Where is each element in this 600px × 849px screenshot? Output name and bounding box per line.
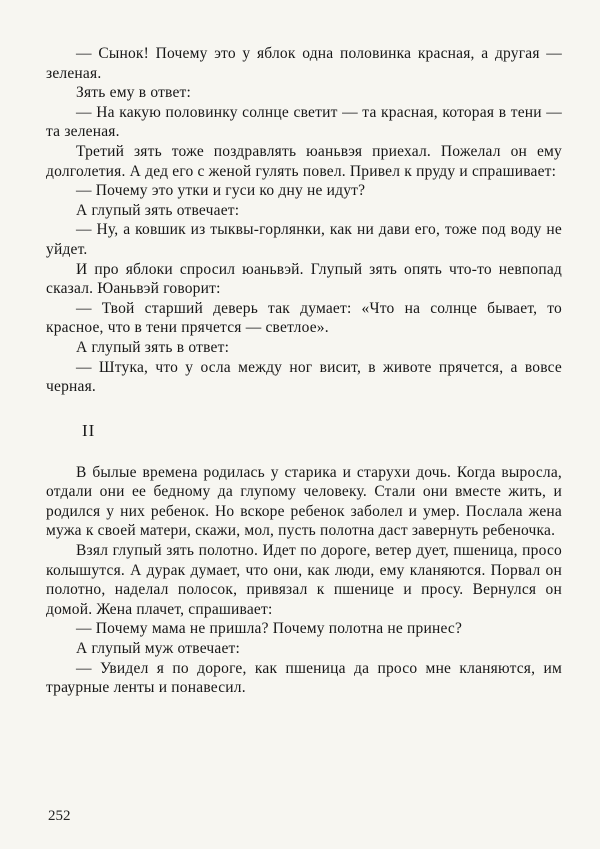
paragraph: — Увидел я по дороге, как пшеница да просо мне кланяются, им траурные ленты и понавесил.	[46, 659, 562, 697]
paragraph: А глупый зять в ответ:	[76, 338, 230, 356]
paragraph: — Штука, что у осла между ног висит, в животе прячется, а вовсе черная.	[46, 358, 562, 396]
paragraph: Зять ему в ответ:	[76, 84, 192, 102]
paragraph: — Твой старший деверь так думает: «Что на солнце бывает, то красное, что в тени прячется — светлое».	[46, 299, 562, 337]
paragraph: — Почему мама не пришла? Почему полотна не принес?	[76, 620, 463, 638]
paragraph: И про яблоки спросил юаньвэй. Глупый зять опять что-то невпопад сказал. Юаньвэй говорит:	[46, 260, 562, 298]
paragraph: — Почему это утки и гуси ко дну не идут?	[76, 182, 366, 200]
paragraph: А глупый муж отвечает:	[76, 640, 241, 658]
paragraph: — Сынок! Почему это у яблок одна половинка красная, а другая — зеленая.	[46, 45, 562, 82]
paragraph: — На какую половинку солнце светит — та красная, которая в тени — та зеленая.	[46, 103, 562, 141]
paragraph: В былые времена родилась у старика и старухи дочь. Когда выросла, отдали они ее бедному да глупому человеку. Стали они вместе жить, и родился у них ребенок. Но вскоре ребенок заболел и умер. Послала жена мужа к своей матери, скажи, мол, пусть полотна даст завернуть ребеночка.	[46, 463, 562, 540]
paragraph: — Ну, а ковшик из тыквы-горлянки, как ни дави его, тоже под воду не уйдет.	[46, 221, 562, 258]
section-heading: II	[82, 420, 96, 440]
paragraph: Взял глупый зять полотно. Идет по дороге, ветер дует, пшеница, просо колышутся. А дурак думает, что они, как люди, ему кланяются. Порвал он полотно, наделал полосок, привязал к пшенице и просу. Вернулся он домой. Жена плачет, спрашивает:	[46, 542, 562, 618]
text-block	[46, 44, 562, 698]
page-number: 252	[48, 808, 71, 824]
paragraph: А глупый зять отвечает:	[76, 201, 240, 219]
paragraph: Третий зять тоже поздравлять юаньвэя приехал. Пожелал он ему долголетия. А дед его с женой гулять повел. Привел к пруду и спрашивает:	[46, 142, 562, 180]
